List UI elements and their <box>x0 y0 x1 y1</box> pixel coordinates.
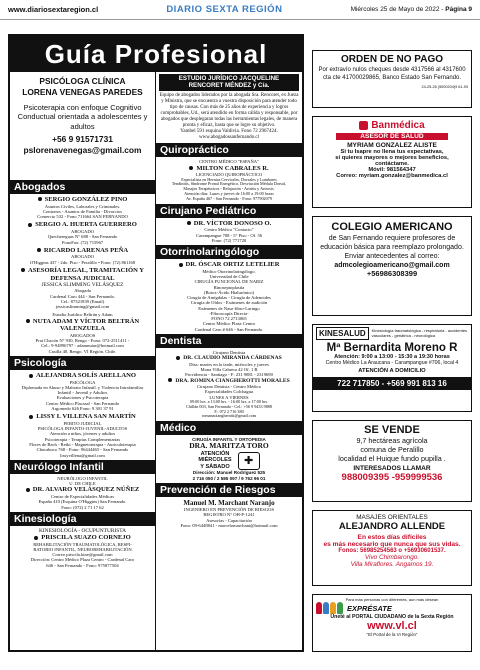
guia-left-column <box>10 72 156 650</box>
bullet-icon <box>26 319 30 323</box>
bullet-icon <box>34 536 38 540</box>
expresate-url[interactable]: www.vl.cl <box>367 620 417 632</box>
medico-atencion: ATENCIÓN MIÉRCOLES Y SÁBADO <box>198 451 232 470</box>
bullet-icon <box>187 221 191 225</box>
ad-kinesiologa: KINESIOLOGÍA - OCUPUNTURISTA PRISCILA SUAZO CORNEJO REHABILITACIÓN TRAUMATOLÓGICA, RESPI- RATORIO INFANTIL, NEUROREHABILITACIÓN Correo priscila.kine@gmail.com Dirección: Centro Médico Plaza Centro - Cardenal Caro 646 - San Fernando - Fono: 975877504 <box>30 527 135 568</box>
section-prevencion: Prevención de Riesgos <box>156 483 302 497</box>
ad-kinesalud: KINESALUD Kinesiología traumatológica - respiratoria - accidentes vasculares - geriátrica - neurológica Mª Bernardita Moreno R Atención: 9:00 a 13:00 - 15:30 a 19:30 horas Centro Médico La Araucana - Carampangue #706, local 4 ATENCIÓN A DOMICILIO 722 717850 - +569 991 813 16 <box>312 324 472 412</box>
section-abogados: Abogados <box>10 180 155 194</box>
estudio-head: ESTUDIO JURÍDICO JACQUELINE RENCORET MÉNDEZ y Cía. <box>159 74 299 91</box>
bullet-icon <box>189 166 193 170</box>
section-neurologo: Neurólogo Infantil <box>10 460 155 474</box>
ad-psicologa: ALEJANDRA SOLÍS ARELLANO PSICÓLOGA Diplomada en Abuso y Maltrato Infantil. y Violencia Intrafamiliar Infantil - Juvenil y Adultos Evaluaciones y Psicoterapia Centro Médico Placasal - San Fernando Argomedo 626 Fono: 9 301 37 91 <box>21 372 144 412</box>
bullet-icon <box>28 223 32 227</box>
ad-otorrino: DR. ÓSCAR ORTIZ LETELIER Médico Otorrinolaringólogo. Universidad de Chile CIRUGÍA FUNCIONAL DE NARIZ Rinoseptoplastía (Botox-Ácido Hialurónico) Cirugía de Amígdalas - Cirugía de Adenoides Cirugía de Oídos - Exámenes de audición Exámenes de Naso-fibro-Laringo -Fibroscopía Directa- FONO 72 2713065 Centro Médico Plaza Centro Cardenal Caro # 646 - San Fernando. <box>156 259 302 334</box>
ad-medico: CIRUGÍA INFANTIL Y ORTOPEDIA DRA. MARITZA TORO ATENCIÓN MIÉRCOLES Y SÁBADO ✚ Dirección: Manuel Rodríguez 525 2 716 050 / 2 585 097 / 9 762 96 01 <box>189 437 269 481</box>
bullet-icon <box>176 356 180 360</box>
bullet-icon <box>179 263 183 267</box>
banmedica-icon <box>359 121 368 130</box>
newspaper-brand: DIARIO SEXTA REGIÓN <box>166 4 283 15</box>
bullet-icon <box>26 488 30 492</box>
section-kinesiologia: Kinesiología <box>10 512 155 526</box>
section-otorrino: Otorrinolaringólogo <box>156 245 302 259</box>
bullet-icon <box>168 378 172 382</box>
ad-se-vende: SE VENDE 9,7 hectáreas agrícola comuna de Peralillo localidad el Huique fundo pupilla . INTERESADOS LLAMAR 988009395 -959999536 <box>312 420 472 502</box>
ad-abogado: ASESORÍA LEGAL, TRAMITACIÓN Y DEFENSA JUDICIAL JESSICA SLIMMING VELÁSQUEZ Abogada Cardenal Caro 444 - San Fernando. Cel.: 87321839 (Email) jessicaslimming@gmail.com <box>13 267 152 309</box>
ad-psicologa-clinica: PSICÓLOGA CLÍNICA LORENA VENEGAS PAREDES Psicoterapia con enfoque Cognitivo Conductual orientada a adolescentes y adultos +56 9 91571731 pslorenavenegas@gmail.com <box>17 76 148 156</box>
ad-abogado: RICARDO LARENAS PEÑA ABOGADO O'Higgins 437 - 2do. Piso - Peralillo • Fono: (72) 861168 <box>29 246 136 265</box>
ad-orden-no-pago: ORDEN DE NO PAGO Por extravío nulos cheques desde 4317566 al 4317600 cta cte 41700029865, Banco Estado San Fernando. 24-25-26 (5000204)9 61-93 <box>312 50 472 108</box>
ad-abogado: Estudio Jurídico Beltrán y Adam NUTA ADAM Y VÍCTOR BELTRÁN VALENZUELA ABOGADOS Prat Chacón N° 930, Rengo - Fono: 072-2511411 - Cel.: 9-94896797 - adamnutar@hotmail.com Casilla 40. Rengo. VI Región. Chile. <box>13 312 152 354</box>
issue-date: Miércoles 25 de Mayo de 2022 - Página 9 <box>350 6 472 13</box>
ad-psicologa: LISSY I. VILLENA SAN MARTÍN PERITO JUDICIAL PSICÓLOGA INFANTO-JUVENIL-ADULTOS Atención a niños, jóvenes y adultos Psicoterapia - Terapias Complementarias Flores de Bach - Reiki - Magnetoterapia - Auriculoterapia Chacabuco 768 - Fono: 96444465 - San Fernando lissyvillena@gmail.com <box>29 413 136 458</box>
ad-masajes: MASAJES ORIENTALES ALEJANDRO ALLENDE En estos días difíciles es más necesario que nunca que sus vidas. Fonos: 56985254563 o +56930601537. Vivo Chimbarongo. Villa Miraflores. Angamos 19. <box>312 510 472 586</box>
people-icon <box>316 602 343 614</box>
section-psicologia: Psicología <box>10 356 155 370</box>
ad-estudio-juridico: ESTUDIO JURÍDICO JACQUELINE RENCORET MÉNDEZ y Cía. Equipo de abogados liderados por la abogada Sra. Rencoret, ex Jueza y Ministra, que se encuentra a vuestra disposición para atender todo tipo de causas. Con más de 25 años de experiencia y logros comprobables, Ud., será atendido en forma cálida y responsable, por abogados que desplegaran todas las herramientas legales, de manera pronta y eficaz, hasta que se logre su objetivo. Yambel 591 esquina Valdivia. Fono 72 2967424. www.abogadossanfernando.cl <box>159 75 299 140</box>
bullet-icon <box>37 248 41 252</box>
bullet-icon <box>21 268 25 272</box>
guia-right-column <box>156 72 302 650</box>
kinesalud-logo: KINESALUD <box>316 327 369 340</box>
abogados-list <box>10 194 155 356</box>
ad-dentista: Cirujano Dentista DR. CLAUDIO MIRANDA CÁRDENAS Días: martes en la tarde, miércoles y jueves Mona Villa Cabrera 42 Of. 1 B Providencia - Santiago - F: 231 9881 - 2319690 DRA. ROMINA CIANGHEROTTI MORALES Cirujano Dentista - Centro Médico Especialidades Colchagua LUNES A VIERNES 09:00 hrs. a 13:00 hrs. - 16:00 hrs. a 17:00 hrs. Chillán 003, San Fernando - Cel.: +56 9 9433 9888 F.: 072 2 716 380 romanaciangherotti@gmail.com <box>156 348 302 421</box>
doctor-icon: ✚ <box>238 452 260 470</box>
bullet-icon <box>38 197 42 201</box>
section-quiropractico: Quiropráctico <box>156 143 302 157</box>
site-url[interactable]: www.diariosextaregion.cl <box>8 5 99 14</box>
banmedica-logo: Banmédica <box>316 120 468 131</box>
page-header <box>0 0 480 20</box>
guia-profesional <box>8 34 304 652</box>
ad-colegio-americano: COLEGIO AMERICANO de San Fernando requiere profesores de educación básica para reemplazo prolongado. Enviar antecedentes al correo: admcolegioamericano@gmail.com +56986308399 <box>312 216 472 316</box>
ad-expresate: Para más personas con diferentes, aun más desean EXPRÉSATE Úneté al PORTAL CIUDADANO de la Sexta Región www.vl.cl "El Portal de la VI Región" <box>312 594 472 652</box>
psicologia-list <box>10 370 155 460</box>
ad-abogado: SERGIO A. HUERTA GUERRERO ABOGADO Quechereguas N° 688 - San Fernando FonoFax: (72) 715967 <box>13 221 152 244</box>
ad-neurologo: NEURÓLOGO INFANTIL U. DE CHILE DR. ALVARO VELÁSQUEZ NÚÑEZ Centro de Especialidades Médicas Espaňa 410 (Esquina O'Higgins) San Fernando. Fono: (072) 2 71 17 62 <box>10 474 155 512</box>
ad-banmedica: Banmédica ASESOR DE SALUD MYRIAM GONZALEZ ALISTE Si tu Isapre no llena tus expectativas, si quieres mayores o mejores beneficios, contáctame. Móvil: 981564347 Correo: myriam.gonzalez@banmedica.cl <box>312 116 472 208</box>
ad-abogado: SERGIO GONZÁLEZ PINO Asuntos Civiles, Laborales y Criminales. Contratos - Asuntos de Familia - Divorcios Comercio 532 - Fono 711664 SAN FERNANDO <box>37 196 128 220</box>
bullet-icon <box>29 374 33 378</box>
ad-quiropractico: CENTRO MÉDICO "ESPAÑA" MILTON CABRALES R. LICENCIADO QUIROPRÁCTICO Especialista en Hernias Cervicales, Dorsales y Lumbares Tendinitis, Síndrome Pronal Energético, Desviación Médula Dorsal, Masajes Terapéuticos - Relajación - Artritis y Artrosis. Atención días: Lunes y jueves de 16:00 a 19:00 horas Av. España 467 - San Fernando - Fono: 977902079 <box>171 159 287 201</box>
guia-title: Guía Profesional <box>10 36 302 72</box>
ad-cirujano: DR. VÍCTOR DONOSO O. Centro Médico "Contacto" Carampangue 708 - 5° Piso - Of. 56 Fono: (72) 771720 <box>156 218 302 245</box>
section-cirujano-pediatrico: Cirujano Pediátrico <box>156 204 302 218</box>
section-medico: Médico <box>156 421 302 435</box>
section-dentista: Dentista <box>156 334 302 348</box>
bullet-icon <box>29 415 33 419</box>
ad-prevencion: Manuel M. Marchant Naranjo INGENIERO EN PREVENCIÓN DE RIESGOS REGISTRO N° OH-P-1241 Asesorías - Capacitación Fono: 09-6448841 - marcelomarchant@hotmail.com <box>180 498 278 528</box>
